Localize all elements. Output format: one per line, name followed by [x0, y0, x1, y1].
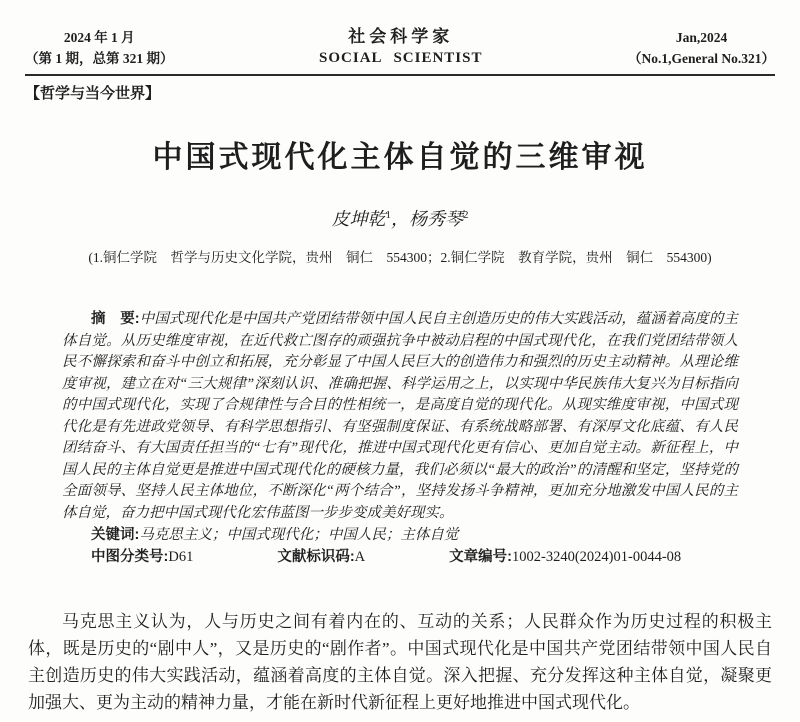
- abstract-text: 中国式现代化是中国共产党团结带领中国人民自主创造历史的伟大实践活动，蕴涵着高度的主体自觉。从历史维度审视，在近代救亡图存的顽强抗争中被动启程的中国式现代化，在我们党团结带领人民不懈探索和奋斗中创立和拓展，充分彰显了中国人民巨大的创造伟力和强烈的历史主动精神。从理论维度审视，建立在对“三大规律”深刻认识、准确把握、科学运用之上，以实现中华民族伟大复兴为目标指向的中国式现代化，实现了合规律性与合目的性相统一，是高度自觉的现代化。从现实维度审视，中国式现代化是有先进政党领导、有科学思想指引、有坚强制度保证、有系统战略部署、有深厚文化底蕴、有人民团结奋斗、有大国责任担当的“七有”现代化，推进中国式现代化更有信心、更加自觉主动。新征程上，中国人民的主体自觉更是推进中国式现代化的硬核力量，我们必须以“最大的政治”的清醒和坚定，坚持党的全面领导、坚持人民主体地位，不断深化“两个结合”，坚持发扬斗争精神，更加充分地激发中国人民的主体自觉，奋力把中国式现代化宏伟蓝图一步步变成美好现实。: [62, 311, 738, 521]
- issue-date-en: Jan,2024: [675, 30, 728, 45]
- header-left: [25, 27, 174, 69]
- abstract-paragraph: [62, 309, 738, 524]
- abstract-block: [62, 309, 738, 568]
- abstract-label: 摘 要:: [91, 311, 140, 327]
- author-name-2: 杨秀琴: [409, 209, 463, 229]
- article-id-value: 1002-3240(2024)01-0044-08: [512, 549, 682, 565]
- section-tag: 【哲学与当今世界】: [25, 85, 161, 102]
- meta-line: [62, 546, 738, 568]
- article-title: 中国式现代化主体自觉的三维审视: [152, 141, 648, 174]
- article-id-pair: [449, 549, 681, 565]
- author-affiliation-mark-1: 1: [385, 209, 391, 221]
- header-center: [319, 26, 482, 69]
- author-affiliation-mark-2: 2: [463, 209, 469, 221]
- affiliation-line: (1.铜仁学院 哲学与历史文化学院，贵州 铜仁 554300；2.铜仁学院 教育学院，贵州 铜仁 554300): [88, 250, 712, 265]
- keywords-text: 马克思主义；中国式现代化；中国人民；主体自觉: [139, 527, 459, 543]
- journal-header: [25, 26, 775, 76]
- clc-value: D61: [168, 549, 194, 565]
- doc-code-value: A: [354, 549, 366, 565]
- keywords-line: [62, 524, 738, 546]
- doc-code-label: 文献标识码:: [277, 549, 355, 565]
- body-paragraph: 马克思主义认为，人与历史之间有着内在的、互动的关系；人民群众作为历史过程的积极主体，既是历史的“剧中人”，又是历史的“剧作者”。中国式现代化是中国共产党团结带领中国人民自主创造历史的伟大实践活动，蕴涵着高度的主体自觉。深入把握、充分发挥这种主体自觉，凝聚更加强大、更为主动的精神力量，才能在新时代新征程上更好地推进中国式现代化。: [28, 612, 772, 712]
- journal-name-en: SOCIAL SCIENTIST: [319, 50, 483, 66]
- header-right: [628, 27, 775, 69]
- author-name-1: 皮坤乾: [331, 209, 386, 229]
- clc-label: 中图分类号:: [91, 549, 169, 565]
- journal-name-cn: 社会科学家: [348, 27, 454, 46]
- issue-number-en: （No.1,General No.321）: [628, 51, 775, 66]
- author-line: [25, 202, 775, 232]
- clc-pair: [91, 549, 193, 565]
- issue-date-cn: 2024 年 1 月: [63, 30, 135, 45]
- issue-number-cn: （第 1 期，总第 321 期）: [25, 51, 174, 66]
- keywords-label: 关键词:: [91, 527, 140, 543]
- author-separator: ，: [391, 209, 409, 229]
- doc-code-pair: [277, 549, 365, 565]
- article-id-label: 文章编号:: [449, 549, 512, 565]
